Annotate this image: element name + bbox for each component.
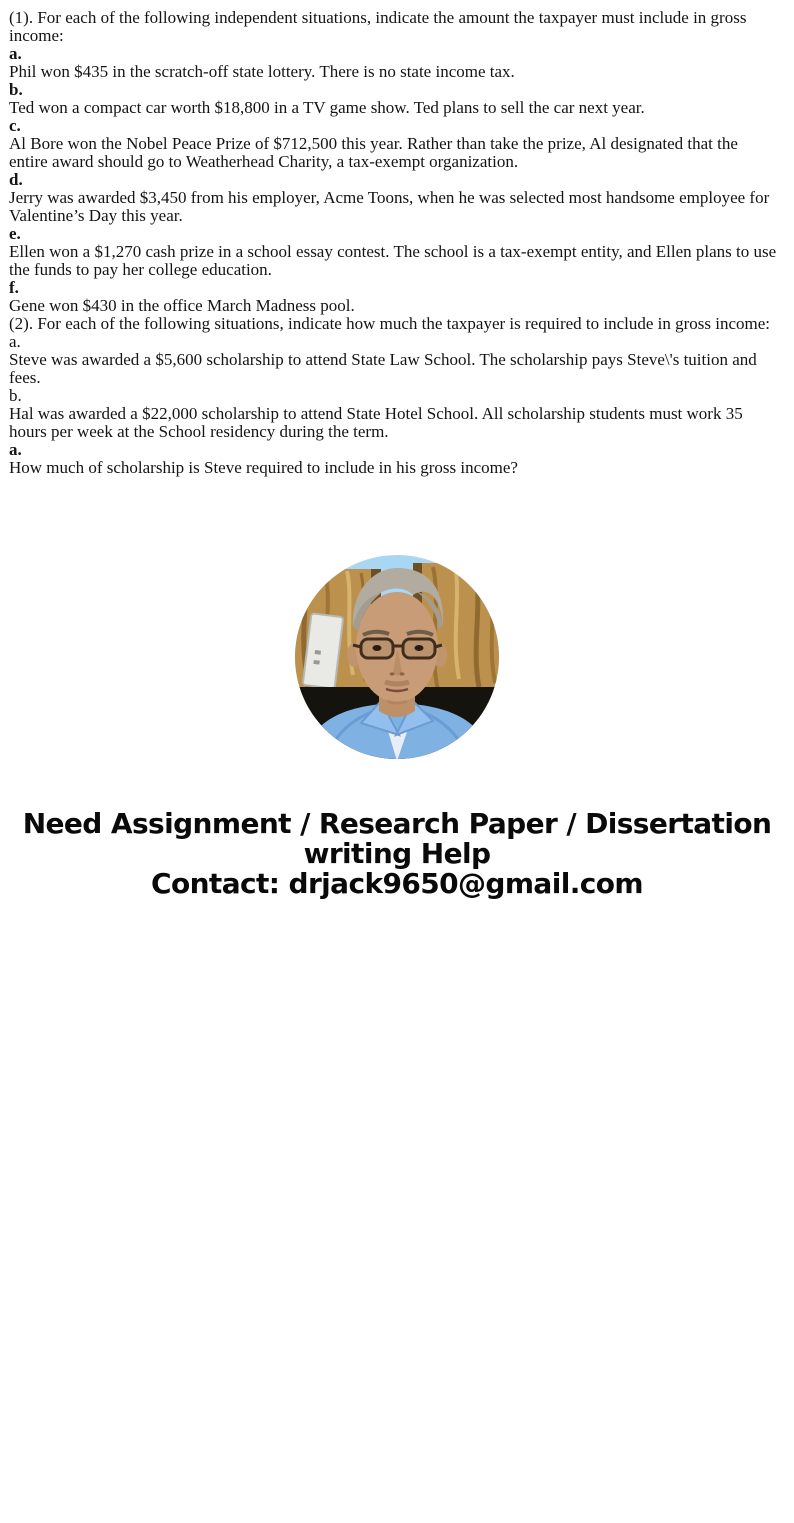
q2-item-b-text: Hal was awarded a $22,000 scholarship to attend State Hotel School. All scholarship students must work 35 hours per week at the School residency during the term. (9, 404, 743, 441)
promo-contact-email: Contact: drjack9650@gmail.com (151, 867, 643, 900)
q1-item-c-text: Al Bore won the Nobel Peace Prize of $712,500 this year. Rather than take the prize, Al designated that the entire award should go to Weatherhead Charity, a tax-exempt organization. (9, 134, 738, 171)
q1-item-f-text: Gene won $430 in the office March Madness pool. (9, 296, 355, 315)
q1-item-d-text: Jerry was awarded $3,450 from his employer, Acme Toons, when he was selected most handsome employee for Valentine’s Day this year. (9, 188, 770, 225)
q1-item-c-label: c. (9, 116, 21, 135)
q2-followup-label: a. (9, 440, 22, 459)
tutor-photo (295, 555, 499, 759)
q1-item-a-label: a. (9, 44, 22, 63)
promo-line-2: writing Help (303, 837, 491, 870)
q1-item-e-text: Ellen won a $1,270 cash prize in a school essay contest. The school is a tax-exempt entity, and Ellen plans to use the funds to pay her college education. (9, 242, 777, 279)
q2-followup-question: How much of scholarship is Steve required to include in his gross income? (9, 458, 518, 477)
q2-item-a-text: Steve was awarded a $5,600 scholarship to attend State Law School. The scholarship pays Steve\'s tuition and fees. (9, 350, 757, 387)
promo-footer (0, 809, 794, 927)
q1-item-e-label: e. (9, 224, 21, 243)
q2-intro: (2). For each of the following situations, indicate how much the taxpayer is required to include in gross income: (9, 314, 771, 333)
tutor-portrait-image (295, 555, 499, 759)
q1-item-d-label: d. (9, 170, 23, 189)
promo-line-1: Need Assignment / Research Paper / Dissertation (22, 807, 772, 840)
q1-item-b-label: b. (9, 80, 23, 99)
q2-item-b-label: b. (9, 386, 22, 405)
q1-item-b-text: Ted won a compact car worth $18,800 in a TV game show. Ted plans to sell the car next year. (9, 98, 645, 117)
assignment-document (0, 0, 794, 477)
q1-item-a-text: Phil won $435 in the scratch-off state lottery. There is no state income tax. (9, 62, 515, 81)
q1-intro: (1). For each of the following independent situations, indicate the amount the taxpayer must include in gross income: (9, 8, 747, 45)
q1-item-f-label: f. (9, 278, 19, 297)
q2-item-a-label: a. (9, 332, 21, 351)
